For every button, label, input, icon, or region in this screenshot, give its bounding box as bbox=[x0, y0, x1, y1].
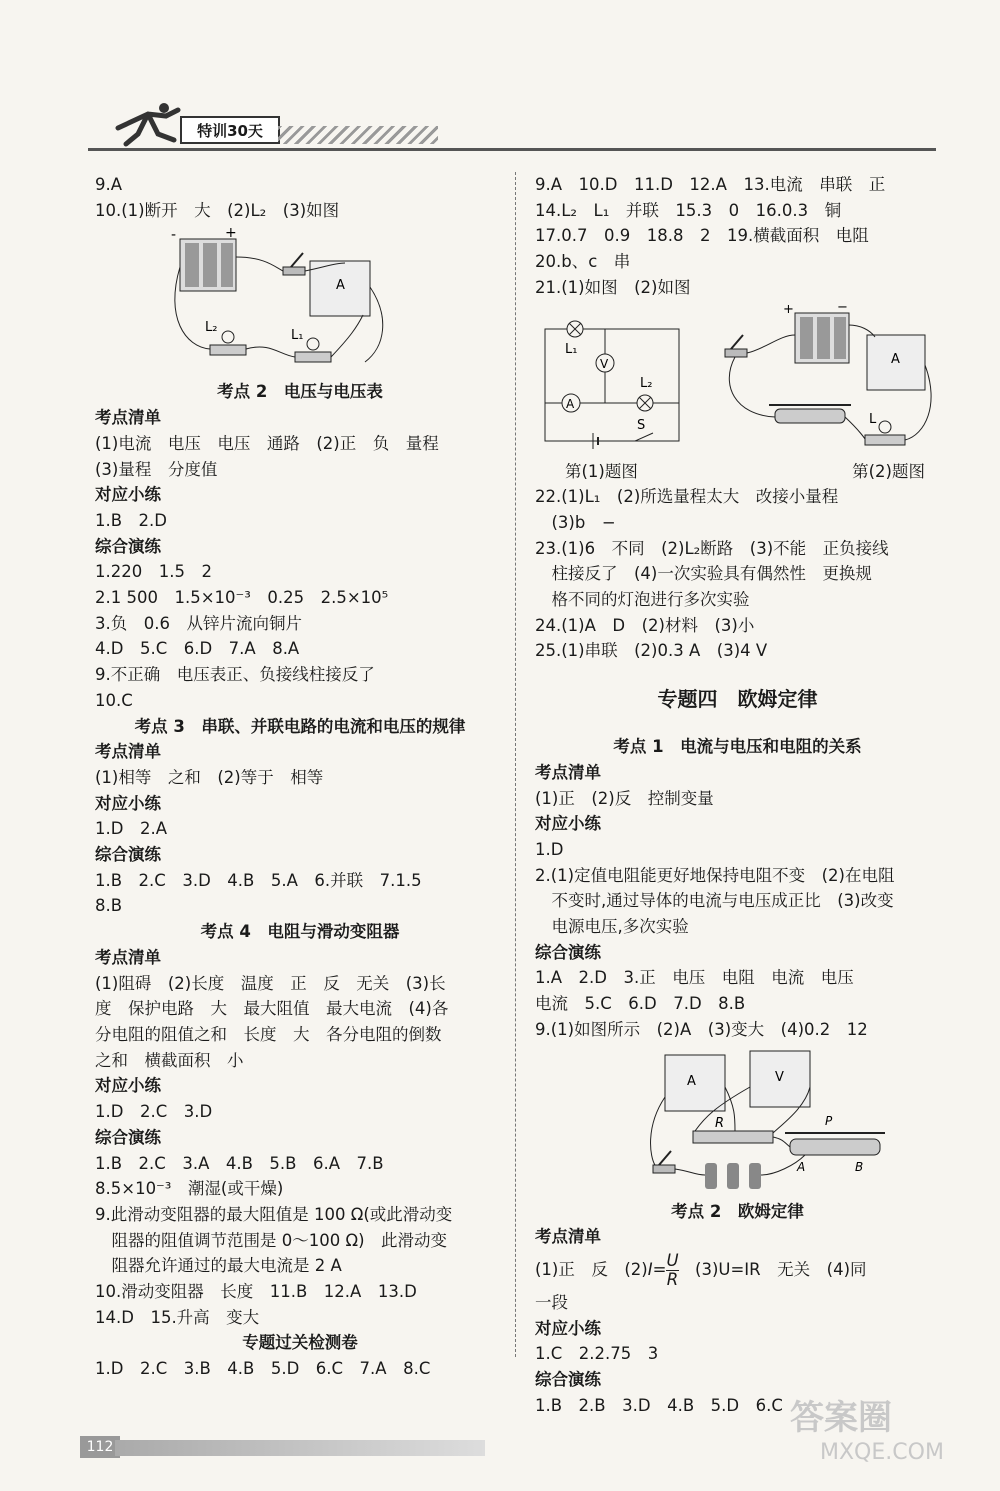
answer-line: 9.A 10.D 11.D 12.A 13.电流 串联 正 bbox=[535, 175, 886, 194]
answer-line: 1.B 2.C 3.A 4.B 5.B 6.A 7.B bbox=[95, 1153, 384, 1173]
fraction-u-over-r bbox=[666, 1252, 678, 1289]
answer-line: 电源电压,多次实验 bbox=[535, 917, 689, 937]
answer-line: 2.1 500 1.5×10⁻³ 0.25 2.5×10⁵ bbox=[95, 588, 389, 608]
answer-line-formula bbox=[535, 1250, 940, 1290]
battery-plus-label-2: + bbox=[783, 304, 794, 317]
subheading: 考点清单 bbox=[535, 1227, 601, 1247]
subheading: 综合演练 bbox=[535, 1370, 601, 1390]
answer-line: 20.b、c 串 bbox=[535, 252, 631, 272]
section-heading: 考点 3 串联、并联电路的电流和电压的规律 bbox=[134, 716, 466, 736]
subheading: 综合演练 bbox=[95, 536, 161, 556]
subheading: 综合演练 bbox=[95, 1127, 161, 1147]
fraction-numerator: U bbox=[666, 1250, 679, 1270]
ammeter-label: A bbox=[336, 278, 345, 294]
answer-line: 14.D 15.升高 变大 bbox=[95, 1307, 260, 1327]
answer-line: 25.(1)串联 (2)0.3 A (3)4 V bbox=[535, 641, 768, 661]
subheading: 考点清单 bbox=[95, 742, 161, 762]
terminal-b-label: B bbox=[855, 1159, 864, 1174]
subheading: 对应小练 bbox=[535, 814, 601, 834]
answer-line: 22.(1)L₁ (2)所选量程太大 改接小量程 bbox=[535, 487, 839, 507]
footer-bar bbox=[115, 1440, 485, 1456]
subheading: 综合演练 bbox=[535, 942, 601, 962]
answer-line: 9.不正确 电压表正、负接线柱接反了 bbox=[95, 665, 375, 685]
section-heading: 考点 2 欧姆定律 bbox=[671, 1201, 804, 1221]
chapter-heading: 专题四 欧姆定律 bbox=[657, 687, 818, 712]
answer-line: 10.(1)断开 大 (2)L₂ (3)如图 bbox=[95, 200, 340, 220]
answer-line: 10.滑动变阻器 长度 11.B 12.A 13.D bbox=[95, 1282, 417, 1302]
figure-caption-2: 第(2)题图 bbox=[852, 461, 925, 481]
fraction-denominator: R bbox=[666, 1269, 679, 1289]
answer-line: 2.(1)定值电阻能更好地保持电阻不变 (2)在电阻 bbox=[535, 865, 895, 885]
subheading: 对应小练 bbox=[95, 1076, 161, 1096]
answer-line: (1)正 (2)反 控制变量 bbox=[535, 788, 714, 808]
answer-line: 格不同的灯泡进行多次实验 bbox=[535, 590, 750, 610]
answer-line: 阻器允许通过的最大电流是 2 A bbox=[95, 1256, 342, 1276]
formula-pre: (1)正 反 (2) bbox=[535, 1259, 648, 1279]
answer-line: 1.B 2.D bbox=[95, 510, 168, 530]
subheading: 考点清单 bbox=[535, 762, 601, 782]
watermark-logo: 答案圈 bbox=[790, 1398, 892, 1438]
schematic-voltmeter-label: V bbox=[600, 356, 609, 371]
answer-line: 1.D bbox=[535, 839, 564, 859]
answer-line: 8.5×10⁻³ 潮湿(或干燥) bbox=[95, 1179, 284, 1199]
answer-line: 9.(1)如图所示 (2)A (3)变大 (4)0.2 12 bbox=[535, 1019, 868, 1039]
section-heading: 考点 2 电压与电压表 bbox=[217, 382, 383, 402]
schematic-l2-label: L₂ bbox=[640, 375, 653, 391]
answer-line: 1.D 2.A bbox=[95, 819, 167, 839]
section-heading: 专题过关检测卷 bbox=[242, 1333, 358, 1353]
answer-line: 柱接反了 (4)一次实验具有偶然性 更换规 bbox=[535, 564, 872, 584]
ammeter-label-3: A bbox=[687, 1073, 696, 1089]
schematic-ammeter-label: A bbox=[566, 396, 575, 411]
column-divider bbox=[515, 172, 516, 1357]
formula-i: I= bbox=[647, 1259, 667, 1279]
header-rule bbox=[88, 148, 936, 151]
battery-plus-label: + bbox=[225, 227, 237, 242]
answer-line: 电流 5.C 6.D 7.D 8.B bbox=[535, 994, 746, 1014]
page-header bbox=[88, 100, 936, 155]
page-number: 112 bbox=[80, 1436, 120, 1458]
answer-line: 1.D 2.C 3.D bbox=[95, 1102, 213, 1122]
answer-line: 10.C bbox=[95, 690, 133, 710]
voltmeter-label-3: V bbox=[775, 1069, 784, 1085]
answer-line: 17.0.7 0.9 18.8 2 19.横截面积 电阻 bbox=[535, 226, 869, 246]
lamp-l1-label: L₁ bbox=[291, 328, 304, 344]
answer-line: 9.此滑动变阻器的最大阻值是 100 Ω(或此滑动变 bbox=[95, 1204, 453, 1224]
section-heading: 考点 1 电流与电压和电阻的关系 bbox=[613, 737, 862, 757]
answer-line: 一段 bbox=[535, 1292, 568, 1312]
battery-minus-label: - bbox=[171, 227, 177, 244]
terminal-a-label: A bbox=[797, 1159, 806, 1174]
answer-line: 1.D 2.C 3.B 4.B 5.D 6.C 7.A 8.C bbox=[95, 1359, 431, 1379]
section-heading: 考点 4 电阻与滑动变阻器 bbox=[200, 922, 400, 942]
answer-line: 1.C 2.2.75 3 bbox=[535, 1344, 659, 1364]
ammeter-label-2: A bbox=[891, 351, 900, 367]
circuit-figure-9 bbox=[535, 1047, 940, 1195]
answer-line: 1.A 2.D 3.正 电压 电阻 电流 电压 bbox=[535, 968, 854, 988]
formula-post: (3)U=IR 无关 (4)同 bbox=[678, 1259, 867, 1279]
answer-line: 23.(1)6 不同 (2)L₂断路 (3)不能 正负接线 bbox=[535, 538, 889, 558]
subheading: 对应小练 bbox=[535, 1318, 601, 1338]
lamp-l2-label: L₂ bbox=[205, 320, 218, 336]
answer-line: 度 保护电路 大 最大阻值 最大电流 (4)各 bbox=[95, 999, 449, 1019]
slider-p-label: P bbox=[825, 1113, 833, 1128]
schematic-l1-label: L₁ bbox=[565, 341, 578, 357]
answer-line: 1.220 1.5 2 bbox=[95, 562, 212, 582]
answer-line: (3)b − bbox=[535, 512, 616, 532]
figure-caption-1: 第(1)题图 bbox=[565, 461, 638, 481]
answer-line: 24.(1)A D (2)材料 (3)小 bbox=[535, 615, 755, 635]
subheading: 对应小练 bbox=[95, 793, 161, 813]
answer-line: 21.(1)如图 (2)如图 bbox=[535, 277, 691, 297]
answer-line: (1)相等 之和 (2)等于 相等 bbox=[95, 767, 324, 787]
answer-line: 之和 横截面积 小 bbox=[95, 1050, 244, 1070]
answer-line: 3.负 0.6 从锌片流向铜片 bbox=[95, 613, 302, 633]
answer-line: (1)电流 电压 电压 通路 (2)正 负 量程 bbox=[95, 433, 439, 453]
subheading: 考点清单 bbox=[95, 408, 161, 428]
runner-logo-icon bbox=[108, 100, 188, 148]
answer-line: 1.B 2.C 3.D 4.B 5.A 6.并联 7.1.5 bbox=[95, 870, 422, 890]
answer-line: 不变时,通过导体的电流与电压成正比 (3)改变 bbox=[535, 891, 894, 911]
answer-line: 14.L₂ L₁ 并联 15.3 0 16.0.3 铜 bbox=[535, 200, 842, 220]
answer-line: (3)量程 分度值 bbox=[95, 459, 218, 479]
answer-line: (1)阻碍 (2)长度 温度 正 反 无关 (3)长 bbox=[95, 973, 446, 993]
lamp-l-label: L bbox=[869, 411, 877, 427]
circuit-figure-1 bbox=[95, 227, 505, 375]
answer-line: 分电阻的阻值之和 长度 大 各分电阻的倒数 bbox=[95, 1024, 442, 1044]
subheading: 考点清单 bbox=[95, 947, 161, 967]
answer-line: 4.D 5.C 6.D 7.A 8.A bbox=[95, 639, 300, 659]
answer-line: 8.B bbox=[95, 896, 123, 916]
watermark-url: MXQE.COM bbox=[820, 1440, 944, 1465]
page-footer bbox=[70, 1430, 490, 1470]
left-column bbox=[95, 172, 505, 1382]
resistor-r-label: R bbox=[715, 1115, 725, 1131]
answer-line: 1.B 2.B 3.D 4.B 5.D 6.C bbox=[535, 1395, 783, 1415]
subheading: 对应小练 bbox=[95, 485, 161, 505]
battery-minus-label-2: − bbox=[837, 304, 848, 315]
right-column bbox=[535, 172, 940, 1419]
answer-line: 9.A bbox=[95, 175, 123, 194]
subheading: 综合演练 bbox=[95, 845, 161, 865]
header-stripes bbox=[278, 126, 438, 144]
circuit-figures-21 bbox=[535, 305, 940, 455]
answer-line: 阻器的阻值调节范围是 0～100 Ω) 此滑动变 bbox=[95, 1230, 448, 1250]
series-title: 特训30天 bbox=[180, 116, 280, 144]
schematic-switch-label: S bbox=[637, 417, 646, 433]
